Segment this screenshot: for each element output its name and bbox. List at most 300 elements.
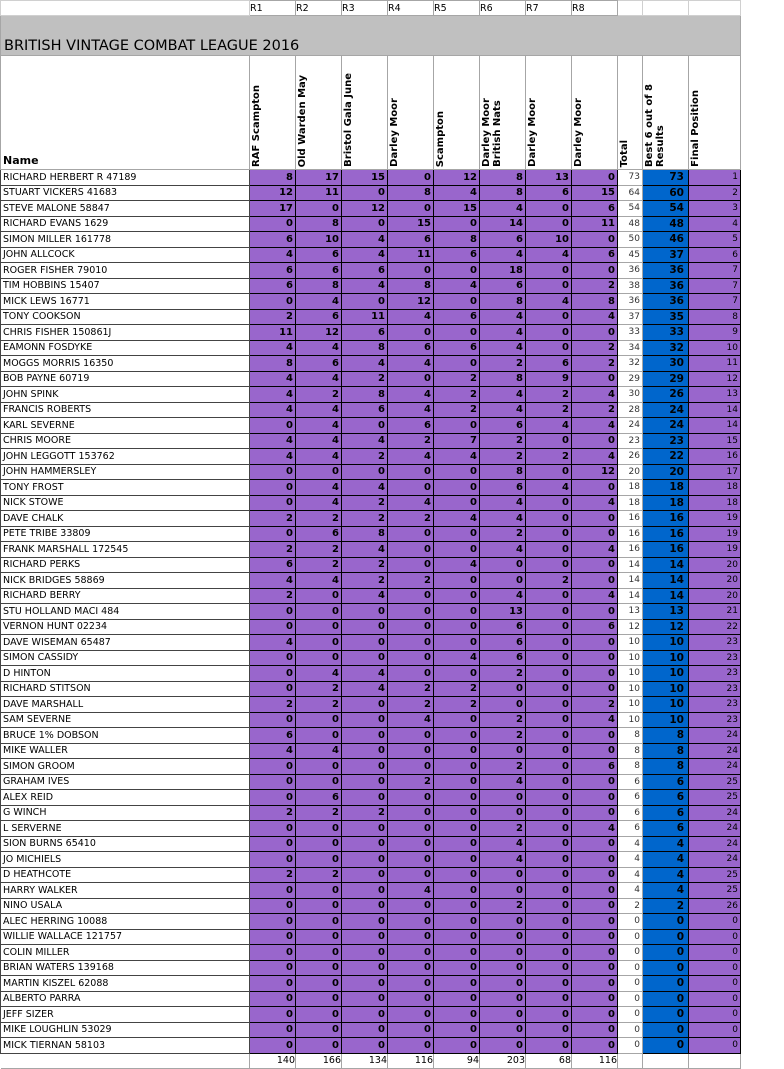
round-score[interactable]: 11 bbox=[296, 185, 342, 201]
best-six-cell[interactable]: 0 bbox=[643, 929, 689, 945]
round-score[interactable]: 2 bbox=[296, 805, 342, 821]
round-score[interactable]: 2 bbox=[342, 495, 388, 511]
round-score[interactable]: 0 bbox=[250, 929, 296, 945]
competitor-name[interactable]: RICHARD HERBERT R 47189 bbox=[1, 170, 250, 186]
best-six-cell[interactable]: 10 bbox=[643, 635, 689, 651]
total-cell[interactable]: 34 bbox=[618, 340, 643, 356]
round-score[interactable]: 0 bbox=[296, 759, 342, 775]
round-score[interactable]: 0 bbox=[526, 263, 572, 279]
competitor-name[interactable]: DAVE WISEMAN 65487 bbox=[1, 635, 250, 651]
round-score[interactable]: 0 bbox=[342, 759, 388, 775]
competitor-name[interactable]: FRANCIS ROBERTS bbox=[1, 402, 250, 418]
best-six-cell[interactable]: 36 bbox=[643, 263, 689, 279]
round-score[interactable]: 4 bbox=[526, 418, 572, 434]
round-score[interactable]: 0 bbox=[434, 759, 480, 775]
round-score[interactable]: 0 bbox=[250, 821, 296, 837]
round-score[interactable]: 6 bbox=[296, 526, 342, 542]
round-score[interactable]: 0 bbox=[296, 991, 342, 1007]
round-score[interactable]: 10 bbox=[296, 232, 342, 248]
round-score[interactable]: 4 bbox=[572, 449, 618, 465]
total-cell[interactable]: 33 bbox=[618, 325, 643, 341]
round-score[interactable]: 4 bbox=[526, 294, 572, 310]
round-score[interactable]: 0 bbox=[572, 635, 618, 651]
round-score[interactable]: 4 bbox=[572, 542, 618, 558]
round-score[interactable]: 0 bbox=[250, 480, 296, 496]
total-cell[interactable]: 10 bbox=[618, 681, 643, 697]
round-score[interactable]: 2 bbox=[526, 387, 572, 403]
competitor-name[interactable]: PETE TRIBE 33809 bbox=[1, 526, 250, 542]
round-score[interactable]: 12 bbox=[250, 185, 296, 201]
round-score[interactable]: 2 bbox=[342, 573, 388, 589]
round-score[interactable]: 2 bbox=[572, 356, 618, 372]
competitor-name[interactable]: BRIAN WATERS 139168 bbox=[1, 960, 250, 976]
final-position-cell[interactable]: 23 bbox=[689, 666, 741, 682]
total-cell[interactable]: 32 bbox=[618, 356, 643, 372]
competitor-name[interactable]: TIM HOBBINS 15407 bbox=[1, 278, 250, 294]
final-position-cell[interactable]: 20 bbox=[689, 573, 741, 589]
competitor-name[interactable]: BRUCE 1% DOBSON bbox=[1, 728, 250, 744]
round-score[interactable]: 4 bbox=[388, 449, 434, 465]
round-score[interactable]: 13 bbox=[526, 170, 572, 186]
final-position-cell[interactable]: 23 bbox=[689, 712, 741, 728]
competitor-name[interactable]: STUART VICKERS 41683 bbox=[1, 185, 250, 201]
round-score[interactable]: 6 bbox=[250, 728, 296, 744]
best-six-cell[interactable]: 10 bbox=[643, 666, 689, 682]
final-position-cell[interactable]: 23 bbox=[689, 681, 741, 697]
best-six-cell[interactable]: 26 bbox=[643, 387, 689, 403]
round-score[interactable]: 4 bbox=[480, 852, 526, 868]
round-score[interactable]: 4 bbox=[296, 743, 342, 759]
round-score[interactable]: 0 bbox=[250, 774, 296, 790]
round-score[interactable]: 0 bbox=[526, 526, 572, 542]
round-score[interactable]: 0 bbox=[526, 774, 572, 790]
round-score[interactable]: 0 bbox=[250, 216, 296, 232]
round-score[interactable]: 0 bbox=[526, 309, 572, 325]
round-score[interactable]: 0 bbox=[434, 294, 480, 310]
final-position-cell[interactable]: 26 bbox=[689, 898, 741, 914]
best-six-cell[interactable]: 24 bbox=[643, 402, 689, 418]
round-score[interactable]: 2 bbox=[250, 542, 296, 558]
round-score[interactable]: 2 bbox=[250, 697, 296, 713]
total-cell[interactable]: 37 bbox=[618, 309, 643, 325]
round-score[interactable]: 0 bbox=[572, 960, 618, 976]
round-score[interactable]: 0 bbox=[434, 790, 480, 806]
competitor-name[interactable]: TONY FROST bbox=[1, 480, 250, 496]
round-score[interactable]: 0 bbox=[572, 650, 618, 666]
total-cell[interactable]: 8 bbox=[618, 759, 643, 775]
total-cell[interactable]: 18 bbox=[618, 480, 643, 496]
column-total[interactable]: 140 bbox=[250, 1053, 296, 1068]
round-score[interactable]: 0 bbox=[526, 867, 572, 883]
round-score[interactable]: 0 bbox=[434, 929, 480, 945]
round-score[interactable]: 2 bbox=[388, 433, 434, 449]
round-score[interactable]: 0 bbox=[526, 650, 572, 666]
round-header[interactable] bbox=[572, 56, 618, 170]
round-score[interactable]: 4 bbox=[296, 495, 342, 511]
round-score[interactable]: 6 bbox=[296, 356, 342, 372]
round-score[interactable]: 4 bbox=[296, 294, 342, 310]
best-header[interactable] bbox=[643, 56, 689, 170]
round-label-r7[interactable]: R7 bbox=[526, 1, 572, 16]
final-position-cell[interactable]: 13 bbox=[689, 387, 741, 403]
round-score[interactable]: 0 bbox=[434, 852, 480, 868]
round-score[interactable]: 4 bbox=[480, 309, 526, 325]
round-score[interactable]: 0 bbox=[296, 929, 342, 945]
final-position-cell[interactable]: 20 bbox=[689, 588, 741, 604]
round-score[interactable]: 4 bbox=[480, 836, 526, 852]
round-label-r1[interactable]: R1 bbox=[250, 1, 296, 16]
competitor-name[interactable]: ALEX REID bbox=[1, 790, 250, 806]
round-score[interactable]: 0 bbox=[342, 976, 388, 992]
round-score[interactable]: 0 bbox=[434, 1007, 480, 1023]
round-score[interactable]: 15 bbox=[342, 170, 388, 186]
round-score[interactable]: 2 bbox=[434, 697, 480, 713]
final-position-cell[interactable]: 3 bbox=[689, 201, 741, 217]
round-score[interactable]: 0 bbox=[388, 480, 434, 496]
final-position-cell[interactable]: 18 bbox=[689, 480, 741, 496]
total-cell[interactable]: 73 bbox=[618, 170, 643, 186]
round-score[interactable]: 4 bbox=[296, 666, 342, 682]
best-six-cell[interactable]: 73 bbox=[643, 170, 689, 186]
round-score[interactable]: 0 bbox=[526, 790, 572, 806]
round-score[interactable]: 4 bbox=[572, 309, 618, 325]
round-score[interactable]: 0 bbox=[342, 852, 388, 868]
round-score[interactable]: 0 bbox=[526, 805, 572, 821]
round-score[interactable]: 0 bbox=[388, 1038, 434, 1054]
round-score[interactable]: 12 bbox=[388, 294, 434, 310]
round-score[interactable]: 0 bbox=[480, 1022, 526, 1038]
total-header[interactable] bbox=[618, 56, 643, 170]
round-score[interactable]: 0 bbox=[434, 480, 480, 496]
round-score[interactable]: 6 bbox=[480, 650, 526, 666]
round-score[interactable]: 15 bbox=[572, 185, 618, 201]
round-score[interactable]: 0 bbox=[526, 1038, 572, 1054]
round-score[interactable]: 8 bbox=[480, 170, 526, 186]
round-score[interactable]: 0 bbox=[526, 712, 572, 728]
final-position-cell[interactable]: 0 bbox=[689, 929, 741, 945]
total-cell[interactable]: 45 bbox=[618, 247, 643, 263]
round-score[interactable]: 15 bbox=[388, 216, 434, 232]
round-score[interactable]: 0 bbox=[342, 1038, 388, 1054]
round-score[interactable]: 0 bbox=[250, 526, 296, 542]
round-score[interactable]: 0 bbox=[250, 650, 296, 666]
round-score[interactable]: 0 bbox=[572, 681, 618, 697]
round-score[interactable]: 0 bbox=[342, 743, 388, 759]
round-score[interactable]: 0 bbox=[572, 232, 618, 248]
round-score[interactable]: 8 bbox=[388, 278, 434, 294]
best-six-cell[interactable]: 10 bbox=[643, 650, 689, 666]
final-position-cell[interactable]: 19 bbox=[689, 526, 741, 542]
final-position-cell[interactable]: 4 bbox=[689, 216, 741, 232]
round-score[interactable]: 0 bbox=[250, 836, 296, 852]
best-six-cell[interactable]: 0 bbox=[643, 1022, 689, 1038]
round-score[interactable]: 0 bbox=[388, 821, 434, 837]
round-score[interactable]: 2 bbox=[296, 697, 342, 713]
column-total[interactable]: 116 bbox=[572, 1053, 618, 1068]
total-cell[interactable]: 20 bbox=[618, 464, 643, 480]
round-score[interactable]: 2 bbox=[480, 821, 526, 837]
round-score[interactable]: 4 bbox=[480, 402, 526, 418]
round-score[interactable]: 0 bbox=[296, 464, 342, 480]
best-six-cell[interactable]: 4 bbox=[643, 867, 689, 883]
final-position-cell[interactable]: 8 bbox=[689, 309, 741, 325]
round-score[interactable]: 4 bbox=[296, 402, 342, 418]
competitor-name[interactable]: RICHARD EVANS 1629 bbox=[1, 216, 250, 232]
total-cell[interactable]: 28 bbox=[618, 402, 643, 418]
round-score[interactable]: 2 bbox=[388, 573, 434, 589]
round-score[interactable]: 6 bbox=[480, 418, 526, 434]
total-cell[interactable]: 26 bbox=[618, 449, 643, 465]
round-score[interactable]: 0 bbox=[388, 790, 434, 806]
total-cell[interactable]: 50 bbox=[618, 232, 643, 248]
round-score[interactable]: 8 bbox=[480, 185, 526, 201]
round-score[interactable]: 6 bbox=[480, 635, 526, 651]
round-score[interactable]: 0 bbox=[342, 712, 388, 728]
total-cell[interactable]: 0 bbox=[618, 991, 643, 1007]
best-six-cell[interactable]: 0 bbox=[643, 991, 689, 1007]
competitor-name[interactable]: CHRIS FISHER 150861J bbox=[1, 325, 250, 341]
best-six-cell[interactable]: 20 bbox=[643, 464, 689, 480]
round-score[interactable]: 6 bbox=[480, 619, 526, 635]
total-cell[interactable]: 0 bbox=[618, 1007, 643, 1023]
round-score[interactable]: 0 bbox=[388, 805, 434, 821]
round-score[interactable]: 4 bbox=[342, 278, 388, 294]
competitor-name[interactable]: JOHN ALLCOCK bbox=[1, 247, 250, 263]
round-score[interactable]: 0 bbox=[296, 201, 342, 217]
round-score[interactable]: 0 bbox=[434, 898, 480, 914]
round-score[interactable]: 0 bbox=[342, 790, 388, 806]
round-score[interactable]: 2 bbox=[296, 557, 342, 573]
round-score[interactable]: 2 bbox=[388, 681, 434, 697]
round-score[interactable]: 8 bbox=[480, 464, 526, 480]
round-score[interactable]: 0 bbox=[480, 573, 526, 589]
round-score[interactable]: 2 bbox=[296, 542, 342, 558]
final-position-cell[interactable]: 22 bbox=[689, 619, 741, 635]
round-header[interactable] bbox=[526, 56, 572, 170]
round-score[interactable]: 0 bbox=[480, 681, 526, 697]
competitor-name[interactable]: EAMONN FOSDYKE bbox=[1, 340, 250, 356]
round-score[interactable]: 0 bbox=[572, 170, 618, 186]
total-cell[interactable]: 24 bbox=[618, 418, 643, 434]
round-score[interactable]: 6 bbox=[434, 247, 480, 263]
round-score[interactable]: 0 bbox=[296, 1038, 342, 1054]
round-score[interactable]: 0 bbox=[342, 635, 388, 651]
round-score[interactable]: 0 bbox=[526, 666, 572, 682]
round-score[interactable]: 8 bbox=[342, 340, 388, 356]
round-score[interactable]: 0 bbox=[526, 495, 572, 511]
best-six-cell[interactable]: 14 bbox=[643, 557, 689, 573]
total-cell[interactable]: 0 bbox=[618, 976, 643, 992]
total-cell[interactable]: 10 bbox=[618, 650, 643, 666]
round-score[interactable]: 0 bbox=[296, 821, 342, 837]
round-score[interactable]: 0 bbox=[572, 263, 618, 279]
round-score[interactable]: 0 bbox=[296, 852, 342, 868]
total-cell[interactable]: 16 bbox=[618, 511, 643, 527]
best-six-cell[interactable]: 0 bbox=[643, 960, 689, 976]
round-score[interactable]: 0 bbox=[572, 929, 618, 945]
total-cell[interactable]: 6 bbox=[618, 774, 643, 790]
round-score[interactable]: 2 bbox=[434, 681, 480, 697]
round-score[interactable]: 0 bbox=[572, 914, 618, 930]
best-six-cell[interactable]: 10 bbox=[643, 681, 689, 697]
round-score[interactable]: 0 bbox=[250, 759, 296, 775]
best-six-cell[interactable]: 16 bbox=[643, 542, 689, 558]
round-score[interactable]: 4 bbox=[296, 480, 342, 496]
round-score[interactable]: 0 bbox=[526, 619, 572, 635]
round-score[interactable]: 0 bbox=[572, 526, 618, 542]
total-cell[interactable]: 10 bbox=[618, 635, 643, 651]
round-score[interactable]: 0 bbox=[526, 588, 572, 604]
round-score[interactable]: 2 bbox=[480, 449, 526, 465]
round-score[interactable]: 0 bbox=[572, 1038, 618, 1054]
round-score[interactable]: 0 bbox=[480, 960, 526, 976]
round-score[interactable]: 4 bbox=[342, 356, 388, 372]
round-score[interactable]: 6 bbox=[572, 619, 618, 635]
best-six-cell[interactable]: 4 bbox=[643, 883, 689, 899]
round-score[interactable]: 0 bbox=[296, 1022, 342, 1038]
best-six-cell[interactable]: 32 bbox=[643, 340, 689, 356]
round-score[interactable]: 0 bbox=[342, 697, 388, 713]
round-score[interactable]: 0 bbox=[572, 480, 618, 496]
round-score[interactable]: 0 bbox=[526, 728, 572, 744]
round-score[interactable]: 0 bbox=[388, 588, 434, 604]
round-score[interactable]: 0 bbox=[388, 170, 434, 186]
final-position-cell[interactable]: 24 bbox=[689, 821, 741, 837]
best-six-cell[interactable]: 29 bbox=[643, 371, 689, 387]
round-score[interactable]: 0 bbox=[480, 557, 526, 573]
round-score[interactable]: 8 bbox=[342, 387, 388, 403]
best-six-cell[interactable]: 10 bbox=[643, 712, 689, 728]
round-score[interactable]: 0 bbox=[296, 635, 342, 651]
round-header[interactable] bbox=[480, 56, 526, 170]
final-position-cell[interactable]: 25 bbox=[689, 774, 741, 790]
round-score[interactable]: 0 bbox=[434, 464, 480, 480]
round-score[interactable]: 0 bbox=[480, 743, 526, 759]
best-six-cell[interactable]: 12 bbox=[643, 619, 689, 635]
final-position-cell[interactable]: 15 bbox=[689, 433, 741, 449]
round-score[interactable]: 0 bbox=[572, 867, 618, 883]
round-score[interactable]: 4 bbox=[480, 201, 526, 217]
best-six-cell[interactable]: 6 bbox=[643, 821, 689, 837]
round-score[interactable]: 0 bbox=[250, 1022, 296, 1038]
round-score[interactable]: 0 bbox=[526, 1022, 572, 1038]
best-six-cell[interactable]: 6 bbox=[643, 790, 689, 806]
round-score[interactable]: 0 bbox=[388, 526, 434, 542]
round-score[interactable]: 4 bbox=[526, 247, 572, 263]
round-score[interactable]: 0 bbox=[572, 557, 618, 573]
round-score[interactable]: 0 bbox=[480, 883, 526, 899]
round-score[interactable]: 8 bbox=[434, 232, 480, 248]
round-score[interactable]: 2 bbox=[388, 774, 434, 790]
round-score[interactable]: 4 bbox=[388, 356, 434, 372]
final-position-cell[interactable]: 14 bbox=[689, 402, 741, 418]
round-score[interactable]: 0 bbox=[434, 573, 480, 589]
competitor-name[interactable]: ALEC HERRING 10088 bbox=[1, 914, 250, 930]
round-score[interactable]: 4 bbox=[480, 774, 526, 790]
round-score[interactable]: 0 bbox=[526, 976, 572, 992]
competitor-name[interactable]: MOGGS MORRIS 16350 bbox=[1, 356, 250, 372]
round-score[interactable]: 4 bbox=[480, 511, 526, 527]
final-position-cell[interactable]: 24 bbox=[689, 805, 741, 821]
final-position-cell[interactable]: 24 bbox=[689, 728, 741, 744]
round-label-blank[interactable] bbox=[643, 1, 689, 16]
round-score[interactable]: 0 bbox=[434, 991, 480, 1007]
total-cell[interactable]: 54 bbox=[618, 201, 643, 217]
round-score[interactable]: 0 bbox=[296, 604, 342, 620]
round-score[interactable]: 0 bbox=[526, 216, 572, 232]
round-score[interactable]: 2 bbox=[250, 511, 296, 527]
round-score[interactable]: 0 bbox=[388, 604, 434, 620]
round-score[interactable]: 0 bbox=[572, 604, 618, 620]
round-score[interactable]: 0 bbox=[434, 836, 480, 852]
round-score[interactable]: 0 bbox=[342, 185, 388, 201]
round-score[interactable]: 0 bbox=[434, 1038, 480, 1054]
round-score[interactable]: 0 bbox=[250, 712, 296, 728]
round-score[interactable]: 0 bbox=[342, 867, 388, 883]
best-six-cell[interactable]: 13 bbox=[643, 604, 689, 620]
competitor-name[interactable]: NICK BRIDGES 58869 bbox=[1, 573, 250, 589]
round-score[interactable]: 0 bbox=[388, 263, 434, 279]
round-score[interactable]: 6 bbox=[388, 232, 434, 248]
round-score[interactable]: 8 bbox=[296, 278, 342, 294]
best-six-cell[interactable]: 0 bbox=[643, 1038, 689, 1054]
round-score[interactable]: 2 bbox=[296, 511, 342, 527]
round-score[interactable]: 8 bbox=[572, 294, 618, 310]
best-six-cell[interactable]: 4 bbox=[643, 852, 689, 868]
round-score[interactable]: 0 bbox=[480, 1007, 526, 1023]
round-score[interactable]: 0 bbox=[388, 867, 434, 883]
round-score[interactable]: 0 bbox=[388, 542, 434, 558]
round-score[interactable]: 0 bbox=[572, 743, 618, 759]
round-score[interactable]: 4 bbox=[434, 185, 480, 201]
round-score[interactable]: 0 bbox=[526, 697, 572, 713]
round-score[interactable]: 4 bbox=[250, 402, 296, 418]
final-position-cell[interactable]: 7 bbox=[689, 294, 741, 310]
final-position-cell[interactable]: 16 bbox=[689, 449, 741, 465]
competitor-name[interactable]: GRAHAM IVES bbox=[1, 774, 250, 790]
round-score[interactable]: 2 bbox=[388, 697, 434, 713]
total-cell[interactable]: 0 bbox=[618, 929, 643, 945]
round-score[interactable]: 0 bbox=[572, 1007, 618, 1023]
round-score[interactable]: 6 bbox=[572, 201, 618, 217]
final-position-cell[interactable]: 25 bbox=[689, 790, 741, 806]
total-cell[interactable]: 12 bbox=[618, 619, 643, 635]
final-position-cell[interactable]: 7 bbox=[689, 263, 741, 279]
round-score[interactable]: 6 bbox=[480, 232, 526, 248]
final-position-cell[interactable]: 23 bbox=[689, 635, 741, 651]
round-score[interactable]: 4 bbox=[250, 433, 296, 449]
best-six-cell[interactable]: 36 bbox=[643, 294, 689, 310]
round-score[interactable]: 0 bbox=[342, 821, 388, 837]
round-score[interactable]: 0 bbox=[572, 852, 618, 868]
round-score[interactable]: 0 bbox=[250, 1038, 296, 1054]
round-score[interactable]: 6 bbox=[480, 480, 526, 496]
round-score[interactable]: 0 bbox=[342, 774, 388, 790]
round-score[interactable]: 0 bbox=[434, 867, 480, 883]
round-score[interactable]: 6 bbox=[250, 263, 296, 279]
round-score[interactable]: 0 bbox=[342, 728, 388, 744]
round-score[interactable]: 4 bbox=[250, 573, 296, 589]
round-score[interactable]: 0 bbox=[480, 929, 526, 945]
final-position-cell[interactable]: 2 bbox=[689, 185, 741, 201]
total-cell[interactable]: 4 bbox=[618, 867, 643, 883]
round-score[interactable]: 2 bbox=[572, 402, 618, 418]
round-score[interactable]: 0 bbox=[526, 759, 572, 775]
best-six-cell[interactable]: 22 bbox=[643, 449, 689, 465]
round-score[interactable]: 0 bbox=[296, 960, 342, 976]
round-score[interactable]: 8 bbox=[388, 185, 434, 201]
total-cell[interactable]: 16 bbox=[618, 526, 643, 542]
